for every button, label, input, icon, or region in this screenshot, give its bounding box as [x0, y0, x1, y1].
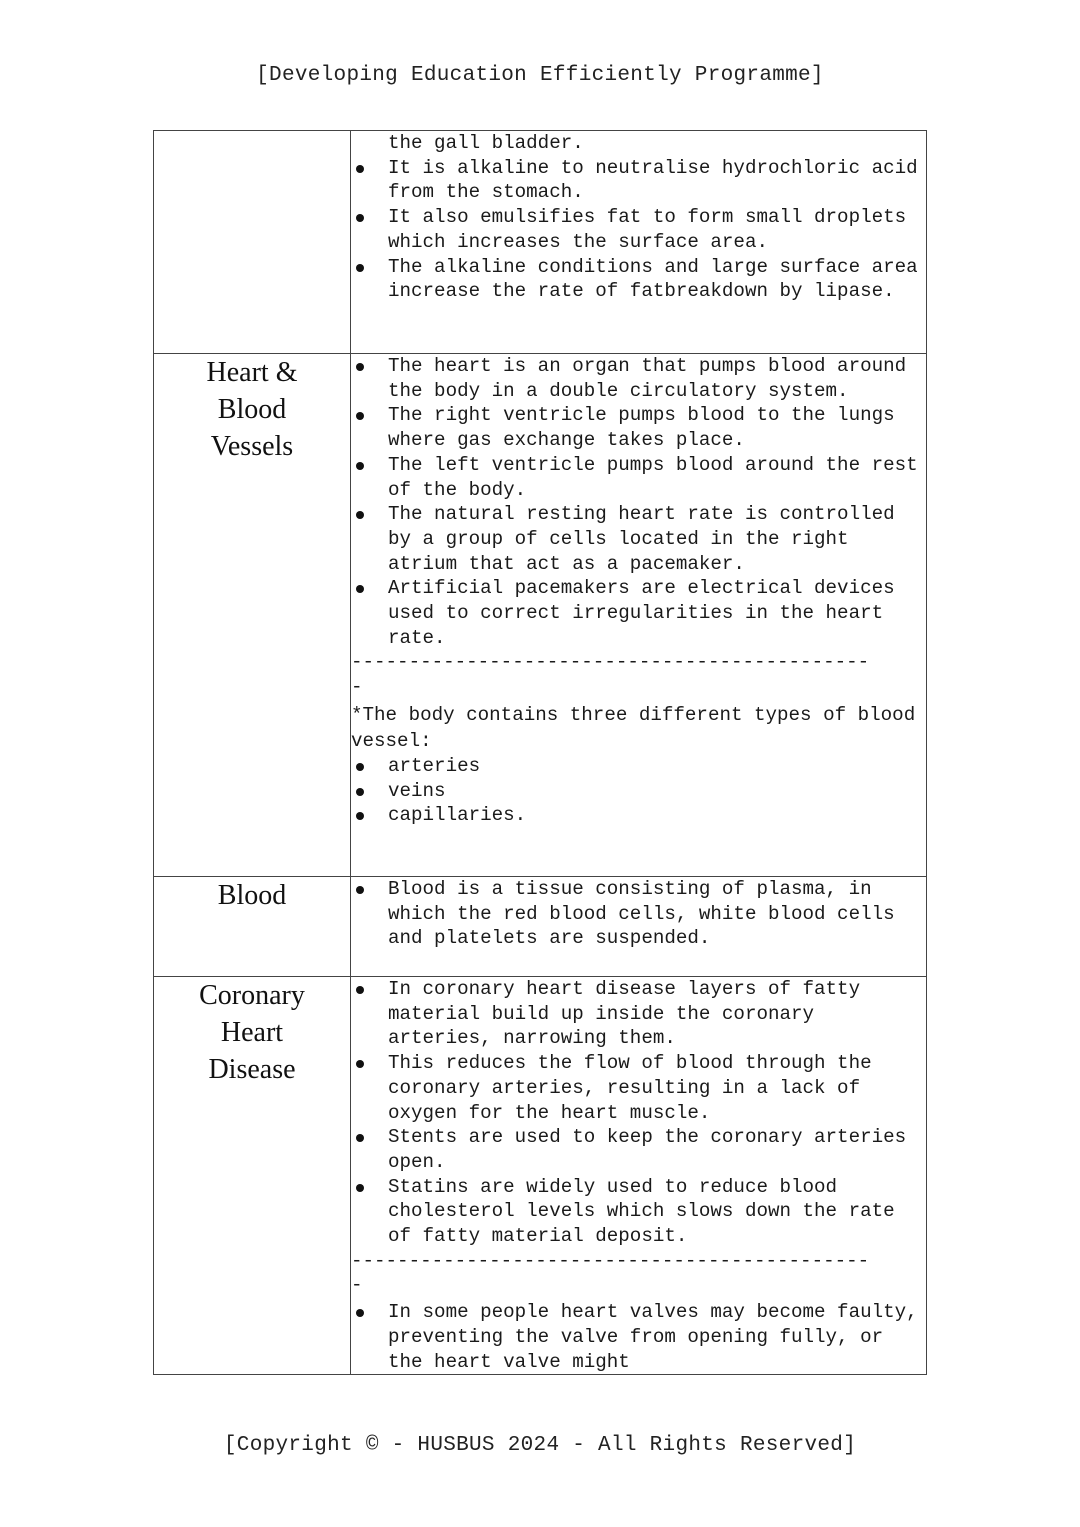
list-item: capillaries. [351, 803, 926, 828]
content-cell-bile [351, 131, 927, 354]
bullet-icon [351, 403, 388, 452]
bullet-icon [351, 977, 388, 1051]
list-item: The right ventricle pumps blood to the lungs where gas exchange takes place. [351, 403, 926, 452]
bullet-icon [351, 754, 388, 779]
dashed-divider: --------------------------------------------- [351, 651, 870, 674]
page-footer: [Copyright © - HUSBUS 2024 - All Rights Reserved] [223, 1434, 857, 1457]
list-item: The heart is an organ that pumps blood around the body in a double circulatory system. [351, 354, 926, 403]
bullet-icon [351, 453, 388, 502]
list-item: It also emulsifies fat to form small droplets which increases the surface area. [351, 205, 926, 254]
dashed-divider-tail: - [351, 1274, 363, 1297]
list-item: It is alkaline to neutralise hydrochloric acid from the stomach. [351, 156, 926, 205]
topic-blood: Blood [154, 877, 351, 977]
list-item: Artificial pacemakers are electrical devices used to correct irregularities in the heart rate. [351, 576, 926, 650]
table-row [154, 131, 927, 354]
table-row [154, 877, 927, 977]
list-item: The left ventricle pumps blood around the rest of the body. [351, 453, 926, 502]
topic-coronary-heart-disease: Coronary Heart Disease [154, 977, 351, 1375]
bullet-icon [351, 502, 388, 576]
bullet-icon [351, 1051, 388, 1125]
bullet-icon [351, 1300, 388, 1374]
continued-line: the gall bladder. [388, 132, 584, 154]
table-row [154, 354, 927, 877]
bullet-icon [351, 576, 388, 650]
list-item: Blood is a tissue consisting of plasma, in which the red blood cells, white blood cells and platelets are suspended. [351, 877, 926, 951]
bullet-icon [351, 156, 388, 205]
dashed-divider: --------------------------------------------- [351, 1249, 870, 1272]
list-item: In some people heart valves may become faulty, preventing the valve from opening fully, or the heart valve might [351, 1300, 926, 1374]
list-item: In coronary heart disease layers of fatty material build up inside the coronary arteries, narrowing them. [351, 977, 926, 1051]
list-item: Stents are used to keep the coronary arteries open. [351, 1125, 926, 1174]
bullet-icon [351, 877, 388, 951]
bullet-icon [351, 1175, 388, 1249]
list-item: The natural resting heart rate is controlled by a group of cells located in the right atrium that act as a pacemaker. [351, 502, 926, 576]
list-item: veins [351, 779, 926, 804]
vessel-intro: *The body contains three different types of blood vessel: [351, 703, 916, 752]
bullet-icon [351, 779, 388, 804]
table-row [154, 977, 927, 1375]
bullet-icon [351, 1125, 388, 1174]
bullet-icon [351, 255, 388, 304]
list-item: arteries [351, 754, 926, 779]
list-item: Statins are widely used to reduce blood cholesterol levels which slows down the rate of fatty material deposit. [351, 1175, 926, 1249]
content-cell-chd [351, 977, 927, 1375]
bullet-icon [351, 803, 388, 828]
page-header: [Developing Education Efficiently Programme] [256, 64, 824, 87]
notes-table [153, 130, 927, 1375]
list-item: This reduces the flow of blood through the coronary arteries, resulting in a lack of oxygen for the heart muscle. [351, 1051, 926, 1125]
bullet-icon [351, 354, 388, 403]
topic-cell-empty [154, 131, 351, 354]
list-item: The alkaline conditions and large surface area increase the rate of fatbreakdown by lipase. [351, 255, 926, 304]
dashed-divider-tail: - [351, 676, 363, 699]
content-cell-blood [351, 877, 927, 977]
content-cell-heart [351, 354, 927, 877]
topic-heart-blood-vessels: Heart & Blood Vessels [154, 354, 351, 877]
bullet-icon [351, 205, 388, 254]
